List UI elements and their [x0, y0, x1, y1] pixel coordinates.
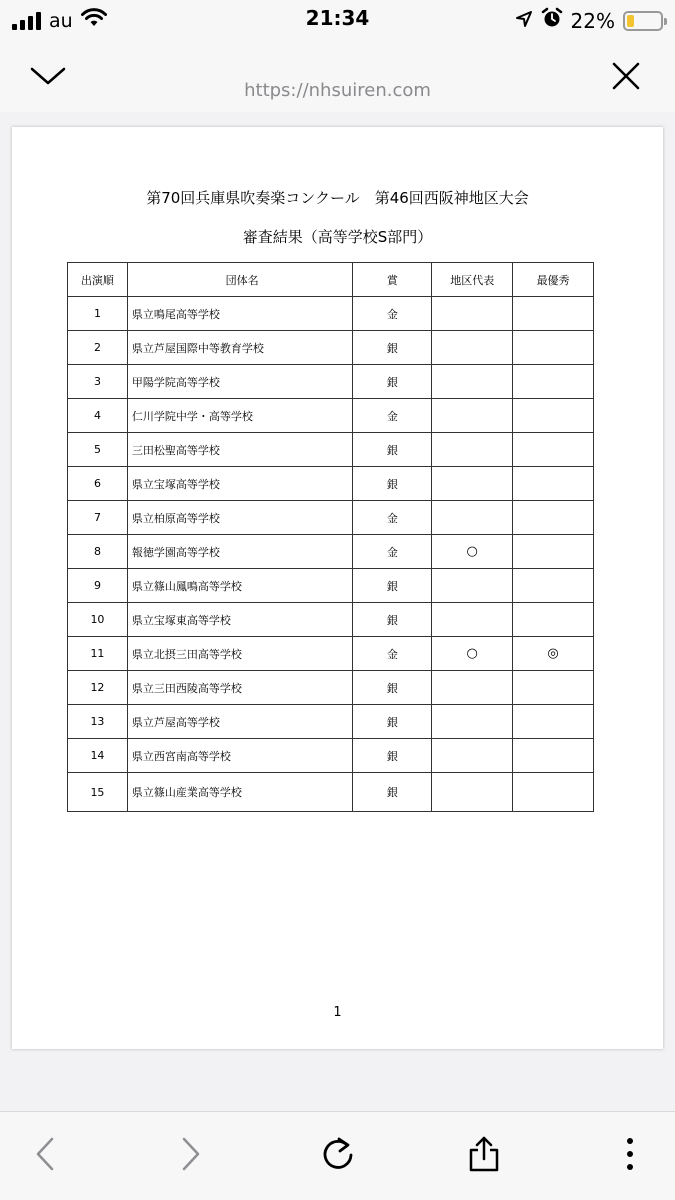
col-header-prize: 賞: [353, 263, 432, 297]
cell-prize: 銀: [353, 603, 432, 637]
more-icon: [625, 1136, 635, 1172]
document-subtitle: 審査結果（高等学校S部門）: [242, 228, 433, 246]
cell-representative: [432, 433, 513, 467]
back-button[interactable]: [23, 1132, 67, 1176]
cell-prize: 銀: [353, 773, 432, 812]
cell-representative: [432, 467, 513, 501]
table-row: [68, 331, 594, 365]
battery-icon: [623, 11, 663, 31]
close-icon: [611, 61, 641, 91]
cell-best: [513, 603, 594, 637]
cell-name: 甲陽学院高等学校: [127, 365, 353, 399]
cell-name: 三田松聖高等学校: [127, 433, 353, 467]
results-table: [67, 262, 594, 812]
cell-best: [513, 535, 594, 569]
cell-representative: [432, 569, 513, 603]
cell-order: 5: [68, 433, 128, 467]
cell-order: 11: [68, 637, 128, 671]
cell-order: 1: [68, 297, 128, 331]
share-button[interactable]: [462, 1132, 506, 1176]
bottom-toolbar: [0, 1111, 675, 1200]
back-icon: [33, 1136, 57, 1172]
cell-prize: 銀: [353, 365, 432, 399]
cell-name: 県立芦屋国際中等教育学校: [127, 331, 353, 365]
cell-prize: 金: [353, 501, 432, 535]
cell-name: 県立西宮南高等学校: [127, 739, 353, 773]
reload-button[interactable]: [316, 1132, 360, 1176]
cell-best: [513, 773, 594, 812]
cell-name: 県立宝塚東高等学校: [127, 603, 353, 637]
cell-prize: 銀: [353, 433, 432, 467]
cell-representative: [432, 739, 513, 773]
close-button[interactable]: [604, 54, 648, 98]
cell-representative: ○: [432, 535, 513, 569]
cell-order: 14: [68, 739, 128, 773]
cell-name: 県立柏原高等学校: [127, 501, 353, 535]
table-row: [68, 297, 594, 331]
cell-prize: 金: [353, 637, 432, 671]
cell-prize: 金: [353, 399, 432, 433]
cell-name: 仁川学院中学・高等学校: [127, 399, 353, 433]
cell-best: [513, 671, 594, 705]
table-header-row: [68, 263, 594, 297]
cell-prize: 金: [353, 297, 432, 331]
cell-representative: [432, 773, 513, 812]
table-row: [68, 637, 594, 671]
reload-icon: [320, 1136, 356, 1172]
cell-prize: 銀: [353, 467, 432, 501]
cell-best: [513, 399, 594, 433]
table-row: [68, 569, 594, 603]
col-header-order: 出演順: [68, 263, 128, 297]
cell-order: 6: [68, 467, 128, 501]
alarm-icon: [541, 7, 563, 34]
battery-percent: 22%: [570, 8, 615, 33]
document-title: 第70回兵庫県吹奏楽コンクール 第46回西阪神地区大会: [146, 189, 529, 207]
cell-best: [513, 569, 594, 603]
col-header-representative: 地区代表: [432, 263, 513, 297]
table-row: [68, 739, 594, 773]
table-row: [68, 399, 594, 433]
cell-representative: [432, 399, 513, 433]
table-row: [68, 467, 594, 501]
cell-best: [513, 331, 594, 365]
page-number: 1: [333, 1005, 342, 1020]
cell-best: [513, 365, 594, 399]
cell-prize: 銀: [353, 671, 432, 705]
table-row: [68, 365, 594, 399]
cell-name: 県立篠山産業高等学校: [127, 773, 353, 812]
table-row: [68, 705, 594, 739]
table-row: [68, 671, 594, 705]
cell-name: 県立芦屋高等学校: [127, 705, 353, 739]
cell-prize: 銀: [353, 705, 432, 739]
table-row: [68, 433, 594, 467]
cell-name: 県立三田西陵高等学校: [127, 671, 353, 705]
cell-representative: [432, 365, 513, 399]
cell-order: 2: [68, 331, 128, 365]
col-header-best: 最優秀: [513, 263, 594, 297]
cell-representative: [432, 671, 513, 705]
status-time: 21:34: [305, 6, 370, 30]
forward-icon: [179, 1136, 203, 1172]
cell-best: [513, 297, 594, 331]
cell-name: 報徳学園高等学校: [127, 535, 353, 569]
cell-order: 8: [68, 535, 128, 569]
cell-prize: 銀: [353, 739, 432, 773]
cell-representative: [432, 501, 513, 535]
cell-best: [513, 739, 594, 773]
cell-name: 県立北摂三田高等学校: [127, 637, 353, 671]
cell-order: 9: [68, 569, 128, 603]
url-label[interactable]: https://nhsuiren.com: [244, 80, 431, 101]
cell-order: 10: [68, 603, 128, 637]
cell-prize: 銀: [353, 569, 432, 603]
cell-prize: 銀: [353, 331, 432, 365]
table-row: [68, 535, 594, 569]
cell-best: [513, 501, 594, 535]
carrier-label: au: [49, 9, 73, 32]
cell-order: 3: [68, 365, 128, 399]
browser-header: [0, 40, 675, 112]
cell-order: 13: [68, 705, 128, 739]
cell-order: 4: [68, 399, 128, 433]
cell-representative: [432, 331, 513, 365]
cell-representative: [432, 603, 513, 637]
col-header-name: 団体名: [127, 263, 353, 297]
cell-best: [513, 433, 594, 467]
cell-best: [513, 467, 594, 501]
location-icon: [515, 9, 533, 33]
status-right: [515, 7, 663, 34]
cell-name: 県立宝塚高等学校: [127, 467, 353, 501]
more-button[interactable]: [608, 1132, 652, 1176]
cell-order: 12: [68, 671, 128, 705]
document-page[interactable]: [12, 127, 663, 1049]
forward-button[interactable]: [169, 1132, 213, 1176]
cell-name: 県立鳴尾高等学校: [127, 297, 353, 331]
table-row: [68, 501, 594, 535]
share-icon: [467, 1135, 501, 1173]
cell-representative: [432, 297, 513, 331]
status-bar: [0, 0, 675, 40]
table-row: [68, 603, 594, 637]
table-row: [68, 773, 594, 812]
cell-order: 15: [68, 773, 128, 812]
cell-best: ◎: [513, 637, 594, 671]
cell-prize: 金: [353, 535, 432, 569]
cell-representative: [432, 705, 513, 739]
cell-representative: ○: [432, 637, 513, 671]
cell-best: [513, 705, 594, 739]
cell-name: 県立篠山鳳鳴高等学校: [127, 569, 353, 603]
cell-order: 7: [68, 501, 128, 535]
